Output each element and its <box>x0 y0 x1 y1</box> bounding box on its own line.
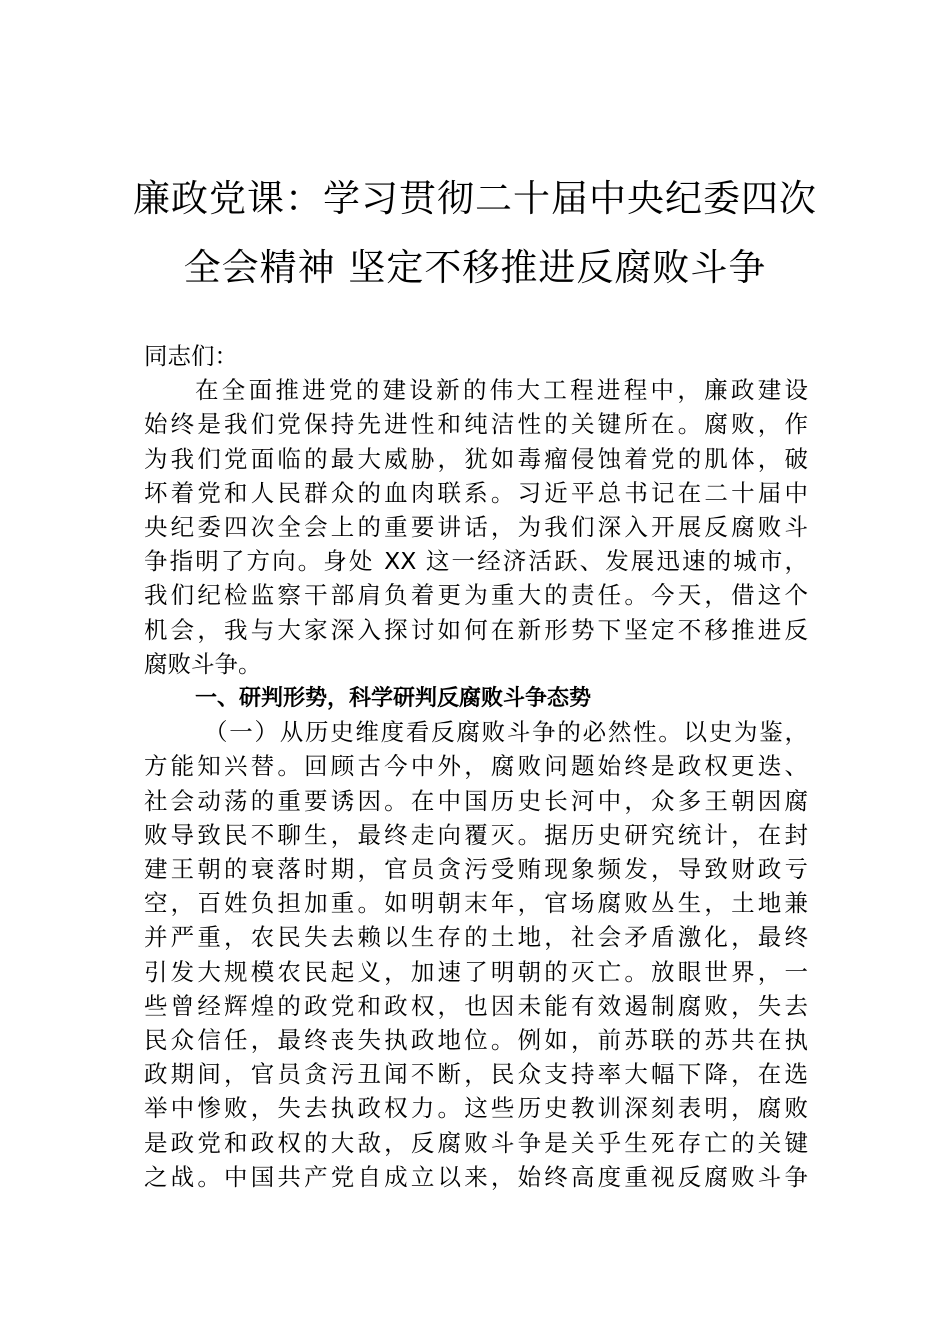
paragraph-line: 争指明了方向。身处 XX 这一经济活跃、发展迅速的城市， <box>144 547 808 576</box>
paragraph-line: 举中惨败，失去执政权力。这些历史教训深刻表明，腐败 <box>144 1094 808 1123</box>
greeting <box>144 339 808 373</box>
intro-paragraph <box>144 373 808 681</box>
paragraph-line: 并严重，农民失去赖以生存的土地，社会矛盾激化，最终 <box>144 923 808 952</box>
paragraph-line: 坏着党和人民群众的血肉联系。习近平总书记在二十届中 <box>144 478 808 507</box>
paragraph-line: 为我们党面临的最大威胁，犹如毒瘤侵蚀着党的肌体，破 <box>144 444 808 473</box>
greeting-line: 同志们： <box>144 342 238 370</box>
paragraph-line: 是政党和政权的大敌，反腐败斗争是关乎生死存亡的关键 <box>144 1128 808 1157</box>
paragraph-line: 之战。中国共产党自成立以来，始终高度重视反腐败斗争 <box>144 1162 808 1191</box>
paragraph-line: 政期间，官员贪污丑闻不断，民众支持率大幅下降，在选 <box>144 1060 808 1089</box>
paragraph-line: 始终是我们党保持先进性和纯洁性的关键所在。腐败，作 <box>144 410 808 439</box>
paragraph-line: 央纪委四次全会上的重要讲话，为我们深入开展反腐败斗 <box>144 513 808 542</box>
paragraph-line: 败导致民不聊生，最终走向覆灭。据历史研究统计，在封 <box>144 820 808 849</box>
paragraph-line: 腐败斗争。 <box>144 649 262 678</box>
paragraph-line: 建王朝的衰落时期，官员贪污受贿现象频发，导致财政亏 <box>144 855 808 884</box>
section-1-heading: 一、研判形势，科学研判反腐败斗争态势 <box>195 685 592 712</box>
document-body <box>144 339 808 1194</box>
paragraph-line: 些曾经辉煌的政党和政权，也因未能有效遏制腐败，失去 <box>144 991 808 1020</box>
paragraph-line: 空，百姓负担加重。如明朝末年，官场腐败丛生，土地兼 <box>144 889 808 918</box>
paragraph-line: 引发大规模农民起义，加速了明朝的灭亡。放眼世界，一 <box>144 957 808 986</box>
paragraph-line: 方能知兴替。回顾古今中外，腐败问题始终是政权更迭、 <box>144 752 808 781</box>
document-title-line-1: 廉政党课：学习贯彻二十届中央纪委四次 <box>133 177 817 220</box>
paragraph-line: （一）从历史维度看反腐败斗争的必然性。以史为鉴， <box>204 718 808 747</box>
section-heading <box>144 681 808 715</box>
paragraph-line: 民众信任，最终丧失执政地位。例如，前苏联的苏共在执 <box>144 1026 808 1055</box>
paragraph-line: 我们纪检监察干部肩负着更为重大的责任。今天，借这个 <box>144 581 808 610</box>
paragraph-line: 在全面推进党的建设新的伟大工程进程中，廉政建设 <box>195 376 808 405</box>
document-title-line-2: 全会精神 坚定不移推进反腐败斗争 <box>183 246 767 289</box>
paragraph-line: 社会动荡的重要诱因。在中国历史长河中，众多王朝因腐 <box>144 786 808 815</box>
subsection-1-paragraph <box>144 715 808 1194</box>
paragraph-line: 机会，我与大家深入探讨如何在新形势下坚定不移推进反 <box>144 615 808 644</box>
